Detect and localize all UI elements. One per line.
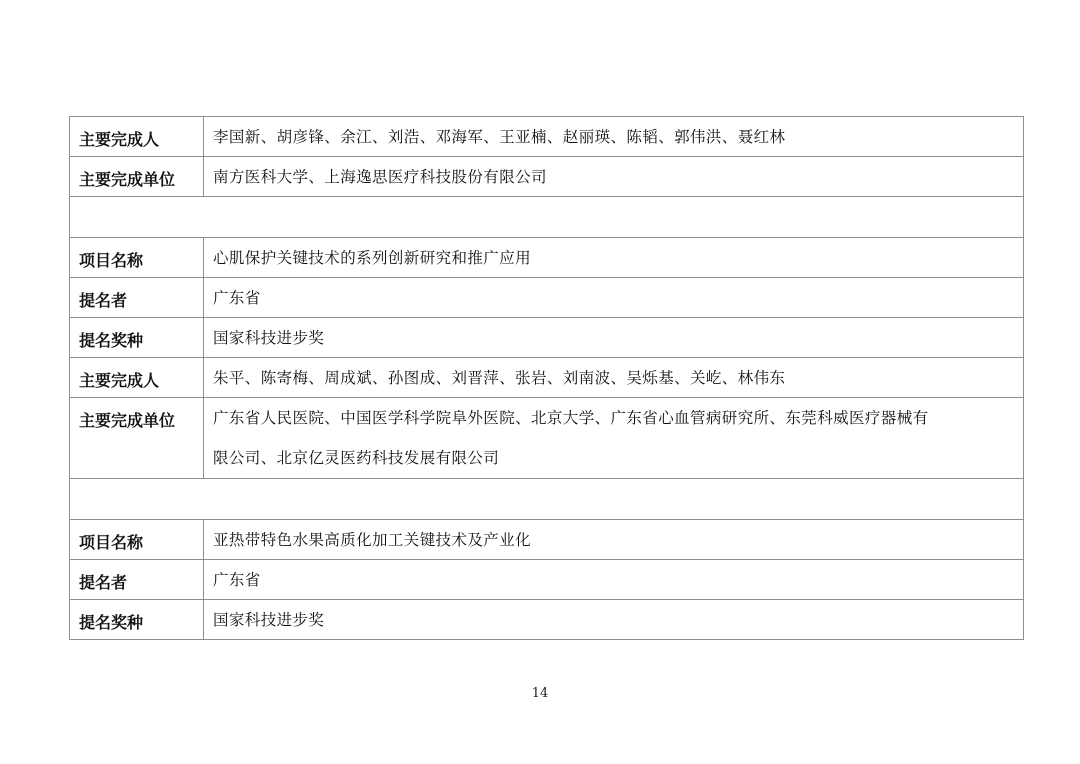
field-value: 李国新、胡彦锋、余江、刘浩、邓海军、王亚楠、赵丽瑛、陈韬、郭伟洪、聂红林	[204, 117, 1024, 157]
field-label: 主要完成人	[70, 117, 204, 157]
page-number: 14	[531, 686, 549, 701]
table-row	[70, 318, 1024, 358]
table-row	[70, 398, 1024, 479]
separator-row	[70, 197, 1024, 238]
field-value-line: 广东省人民医院、中国医学科学院阜外医院、北京大学、广东省心血管病研究所、东莞科威医疗器械有	[213, 409, 929, 427]
field-value: 南方医科大学、上海逸思医疗科技股份有限公司	[204, 157, 1024, 197]
field-value: 国家科技进步奖	[204, 600, 1024, 640]
field-label: 主要完成人	[70, 358, 204, 398]
field-value: 心肌保护关键技术的系列创新研究和推广应用	[204, 238, 1024, 278]
project-table	[69, 116, 1024, 640]
field-value: 朱平、陈寄梅、周成斌、孙图成、刘晋萍、张岩、刘南波、吴烁基、关屹、林伟东	[204, 358, 1024, 398]
field-label: 主要完成单位	[70, 157, 204, 197]
field-label: 主要完成单位	[70, 398, 204, 479]
table-row	[70, 157, 1024, 197]
field-value-line: 限公司、北京亿灵医药科技发展有限公司	[213, 449, 500, 467]
field-label: 提名奖种	[70, 318, 204, 358]
field-value	[204, 398, 1024, 479]
separator-row	[70, 479, 1024, 520]
field-value: 国家科技进步奖	[204, 318, 1024, 358]
field-label: 项目名称	[70, 520, 204, 560]
table-row	[70, 520, 1024, 560]
field-label: 提名奖种	[70, 600, 204, 640]
field-label: 提名者	[70, 278, 204, 318]
table-row	[70, 358, 1024, 398]
table-row	[70, 238, 1024, 278]
field-label: 提名者	[70, 560, 204, 600]
table-row	[70, 560, 1024, 600]
table-row	[70, 600, 1024, 640]
field-label: 项目名称	[70, 238, 204, 278]
table-row	[70, 278, 1024, 318]
field-value: 广东省	[204, 278, 1024, 318]
field-value: 广东省	[204, 560, 1024, 600]
table-row	[70, 117, 1024, 157]
field-value: 亚热带特色水果高质化加工关键技术及产业化	[204, 520, 1024, 560]
project-table-container	[69, 116, 1024, 640]
